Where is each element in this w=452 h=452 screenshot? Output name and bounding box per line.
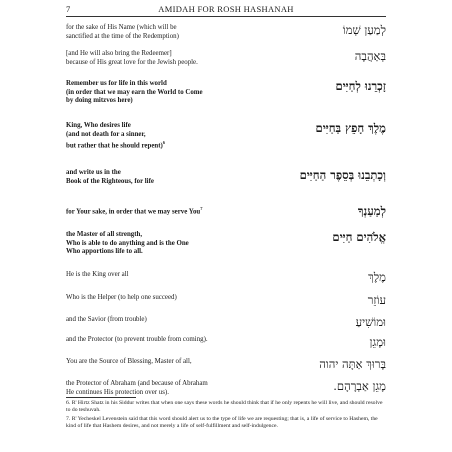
prayer-entry	[66, 316, 386, 328]
english-translation	[66, 316, 266, 325]
prayer-entry	[66, 380, 386, 397]
prayer-entry	[66, 122, 386, 151]
prayer-entry	[66, 169, 386, 186]
footnote-rule	[66, 397, 136, 398]
prayer-entry	[66, 336, 386, 348]
hebrew-text: עוֹזֵר	[367, 293, 386, 307]
english-translation	[66, 80, 266, 106]
prayer-entry	[66, 231, 386, 257]
footnotes	[66, 400, 386, 431]
hebrew-text: וּמוֹשִׁיעַ	[355, 315, 386, 329]
english-line: You are the Source of Blessing, Master of all,	[66, 358, 192, 365]
hebrew-text: לְמַעַנְךָ	[357, 204, 386, 218]
footnote-marker: 7	[200, 206, 203, 211]
english-line: (in order that we may earn the World to Come	[66, 88, 203, 96]
page-number: 7	[66, 4, 71, 14]
english-line: King, Who desires life	[66, 122, 131, 129]
english-translation	[66, 336, 266, 345]
english-line: Book of the Righteous, for life	[66, 177, 154, 185]
english-line: [and He will also bring the Redeemer]	[66, 50, 172, 57]
english-line: He continues His protection over us).	[66, 388, 169, 396]
english-line: and the Protector (to prevent trouble from coming).	[66, 336, 208, 343]
english-line: Remember us for life in this world	[66, 80, 167, 87]
hebrew-text: וּמָגֵן	[369, 335, 386, 349]
hebrew-text: מָגֵן אַבְרָהָם.	[333, 379, 386, 393]
english-translation	[66, 294, 266, 303]
prayer-entry	[66, 80, 386, 106]
prayer-entry	[66, 24, 386, 41]
hebrew-text: בָּרוּךְ אַתָּה יהוה	[319, 357, 386, 371]
prayer-entry	[66, 358, 386, 370]
page-header	[66, 4, 386, 16]
english-line: the Protector of Abraham (and because of Abraham	[66, 380, 208, 387]
english-line: and write us in the	[66, 169, 121, 176]
hebrew-text: זָכְרֵנוּ לְחַיִּים	[335, 79, 386, 93]
prayer-entry	[66, 271, 386, 283]
hebrew-text: מֶלֶךְ חָפֵץ בַּחַיִּים	[315, 121, 386, 135]
english-line: because of His great love for the Jewish people.	[66, 58, 198, 66]
footnote-7: 7. R' Yecheskel Levenstein said that this word should alert us to the type of life we are requesting; that is, a life of service to Hashem, the kind of life that Hashem desires, and not merely a life of self-fulfillment and self-indulgence.	[66, 415, 378, 429]
english-translation	[66, 380, 266, 397]
hebrew-text: מֶלֶךְ	[368, 270, 386, 284]
english-line: but rather that he should repent)$^6$	[66, 140, 166, 150]
english-line: Who is the Helper (to help one succeed)	[66, 294, 177, 301]
english-line: by doing mitzvos here)	[66, 97, 133, 105]
prayer-entry	[66, 294, 386, 306]
footnote-6: 6. R' Hirtz Shatz in his Siddur writes that when one says these words he should think that if he only repents he will live, and should resolve to do teshuvah.	[66, 400, 383, 413]
english-line: the Master of all strength,	[66, 231, 143, 238]
english-translation	[66, 24, 266, 41]
hebrew-text: לְמַעַן שְׁמוֹ	[342, 23, 386, 37]
english-translation	[66, 122, 266, 151]
hebrew-text: וְכָתְבֵנוּ בְּסֵפֶר הַחַיִּים	[299, 168, 386, 182]
english-line: sanctified at the time of the Redemption)	[66, 32, 179, 40]
english-line: He is the King over all	[66, 271, 129, 278]
english-line: and the Savior (from trouble)	[66, 316, 147, 323]
footnote-marker: 6	[162, 140, 166, 146]
prayer-entry	[66, 205, 386, 217]
english-translation	[66, 205, 266, 217]
prayer-entry	[66, 50, 386, 67]
header-rule	[66, 16, 386, 17]
english-translation	[66, 271, 266, 280]
english-line: (and not death for a sinner,	[66, 130, 146, 138]
english-line: Who apportions life to all.	[66, 248, 143, 256]
hebrew-text: בְּאַהֲבָה	[354, 49, 386, 63]
english-translation	[66, 169, 266, 186]
english-translation	[66, 50, 266, 67]
hebrew-text: אֱלֹהִים חַיִּים	[332, 230, 386, 244]
english-line: for the sake of His Name (which will be	[66, 24, 177, 31]
running-title: AMIDAH FOR ROSH HASHANAH	[158, 4, 294, 14]
english-translation	[66, 231, 266, 257]
english-line: Who is able to do anything and is the One	[66, 239, 189, 247]
english-translation	[66, 358, 266, 367]
english-line: for Your sake, in order that we may serve You$^7$	[66, 206, 203, 216]
